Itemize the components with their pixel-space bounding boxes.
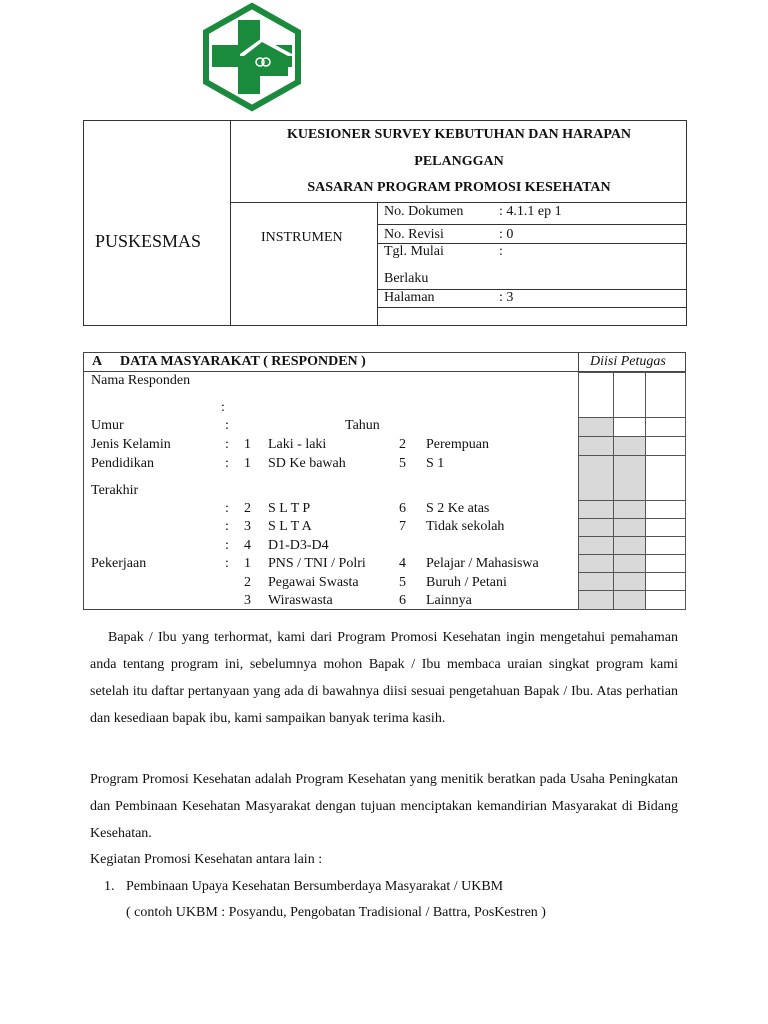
colon: : (225, 519, 229, 534)
puskesmas-logo (198, 2, 306, 112)
colon: : (225, 538, 229, 553)
option-number: 4 (244, 538, 251, 553)
option-label: D1-D3-D4 (268, 538, 329, 553)
option-number: 6 (399, 593, 406, 608)
code-box[interactable] (613, 417, 646, 437)
list-number: 1. (104, 879, 115, 894)
code-box[interactable] (578, 554, 614, 573)
code-box[interactable] (613, 554, 646, 573)
option-label: Laki - laki (268, 437, 327, 452)
label-pekerjaan: Pekerjaan (91, 556, 147, 571)
code-box[interactable] (645, 554, 686, 573)
form-title-line2: PELANGGAN (414, 154, 504, 169)
form-title-line3: SASARAN PROGRAM PROMOSI KESEHATAN (307, 180, 611, 195)
option-number: 3 (244, 519, 251, 534)
code-box[interactable] (578, 417, 614, 437)
form-title-line1: KUESIONER SURVEY KEBUTUHAN DAN HARAPAN (286, 127, 632, 142)
code-box[interactable] (613, 455, 646, 501)
field-label: Halaman (384, 290, 435, 305)
code-box[interactable] (613, 500, 646, 519)
option-number: 2 (399, 437, 406, 452)
option-number: 7 (399, 519, 406, 534)
colon: : (225, 456, 229, 471)
option-number: 2 (244, 501, 251, 516)
option-number: 4 (399, 556, 406, 571)
field-value: : 0 (499, 227, 514, 242)
code-box[interactable] (578, 590, 614, 610)
option-number: 1 (244, 556, 251, 571)
option-label: SD Ke bawah (268, 456, 346, 471)
code-box[interactable] (645, 590, 686, 610)
section-letter: A (92, 354, 103, 369)
code-box[interactable] (578, 518, 614, 537)
instrument-label: INSTRUMEN (261, 230, 343, 245)
code-box[interactable] (613, 572, 646, 591)
petugas-label: Diisi Petugas (590, 354, 666, 369)
code-box[interactable] (645, 572, 686, 591)
field-label: Berlaku (384, 271, 429, 286)
option-label: Lainnya (426, 593, 472, 608)
option-label: PNS / TNI / Polri (268, 556, 366, 571)
code-box[interactable] (645, 500, 686, 519)
code-box[interactable] (578, 500, 614, 519)
option-label: S 2 Ke atas (426, 501, 490, 516)
option-label: S 1 (426, 456, 445, 471)
code-box[interactable] (578, 455, 614, 501)
field-value: : 4.1.1 ep 1 (499, 204, 562, 219)
option-label: Wiraswasta (268, 593, 333, 608)
intro-paragraph: Bapak / Ibu yang terhormat, kami dari Program Promosi Kesehatan ingin mengetahui pemahaman anda tentang program ini, sebelumnya mohon Bapak / Ibu membaca uraian singkat program kami setelah itu daftar pertanyaan yang ada di bawahnya diisi sesuai pengetahuan Bapak / Ibu. Atas perhatian dan kesediaan bapak ibu, kami sampaikan banyak terima kasih. (90, 630, 678, 726)
list-subitem: ( contoh UKBM : Posyandu, Pengobatan Tradisional / Battra, PosKestren ) (126, 905, 546, 920)
option-label: S L T A (268, 519, 312, 534)
option-label: S L T P (268, 501, 311, 516)
code-box[interactable] (578, 536, 614, 555)
code-box[interactable] (645, 518, 686, 537)
label-nama: Nama Responden (91, 373, 191, 388)
header-table (83, 120, 687, 326)
field-label: No. Revisi (384, 227, 444, 242)
label-terakhir: Terakhir (91, 483, 139, 498)
code-box[interactable] (578, 572, 614, 591)
option-label: Tidak sekolah (426, 519, 505, 534)
option-label: Pelajar / Mahasiswa (426, 556, 539, 571)
colon: : (225, 418, 229, 433)
code-box[interactable] (613, 372, 646, 418)
option-label: Pegawai Swasta (268, 575, 359, 590)
field-label: No. Dokumen (384, 204, 464, 219)
code-box[interactable] (613, 518, 646, 537)
section-title: DATA MASYARAKAT ( RESPONDEN ) (120, 354, 366, 369)
option-label: Buruh / Petani (426, 575, 507, 590)
code-box[interactable] (578, 372, 614, 418)
label-jenis-kelamin: Jenis Kelamin (91, 437, 171, 452)
option-number: 2 (244, 575, 251, 590)
field-value: : 3 (499, 290, 514, 305)
program-paragraph: Program Promosi Kesehatan adalah Program Kesehatan yang menitik beratkan pada Usaha Peningkatan dan Pembinaan Kesehatan Masyarakat dengan tujuan menciptakan kemandirian Masyarakat di Bidang Kesehatan. (90, 772, 678, 841)
colon: : (225, 556, 229, 571)
option-number: 6 (399, 501, 406, 516)
colon: : (221, 400, 225, 415)
label-tahun: Tahun (345, 418, 380, 433)
code-box[interactable] (613, 590, 646, 610)
field-label: Tgl. Mulai (384, 244, 444, 259)
label-pendidikan: Pendidikan (91, 456, 154, 471)
colon: : (225, 501, 229, 516)
option-label: Perempuan (426, 437, 489, 452)
option-number: 3 (244, 593, 251, 608)
code-box[interactable] (613, 436, 646, 456)
code-box[interactable] (578, 436, 614, 456)
colon: : (225, 437, 229, 452)
option-number: 5 (399, 456, 406, 471)
code-box[interactable] (645, 436, 686, 456)
field-value: : (499, 244, 503, 259)
code-box[interactable] (613, 536, 646, 555)
option-number: 1 (244, 437, 251, 452)
code-box[interactable] (645, 372, 686, 418)
code-box[interactable] (645, 455, 686, 501)
org-name: PUSKESMAS (95, 231, 202, 251)
respondent-data-table (83, 352, 686, 610)
activities-intro: Kegiatan Promosi Kesehatan antara lain : (90, 852, 323, 867)
option-number: 5 (399, 575, 406, 590)
code-box[interactable] (645, 536, 686, 555)
list-item: Pembinaan Upaya Kesehatan Bersumberdaya Masyarakat / UKBM (126, 879, 504, 894)
option-number: 1 (244, 456, 251, 471)
label-umur: Umur (91, 418, 124, 433)
code-box[interactable] (645, 417, 686, 437)
